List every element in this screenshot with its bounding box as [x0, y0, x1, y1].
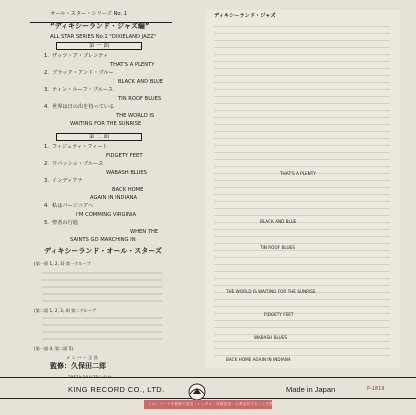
company-name: KING RECORD CO., LTD. [68, 385, 165, 394]
track-title-en: SAINTS GO MARCHING IN [70, 237, 136, 243]
track-title-en: WABASH BLUES [106, 170, 147, 176]
track-title-jp: ブラック・アンド・ブルー [52, 70, 114, 76]
track-title-jp: ティン・ルーフ・ブルース [52, 87, 114, 93]
credit-line: メ ン バ ー 全 員 [66, 355, 98, 360]
notes-track-ref: FIDGETY FEET [264, 312, 294, 317]
credit-line: (第一面 1, 2, 3) 第一グループ [34, 261, 91, 266]
credit-line: (第二面 1, 2, 3, 4) 第二グループ [34, 308, 96, 313]
track-title-en: BACK HOME [112, 187, 144, 193]
track-title-jp: フィジェティ・フィート [52, 144, 108, 150]
track-title-en: WHEN THE [130, 229, 159, 235]
left-panel [30, 12, 172, 368]
track-title-jp: 私はバージニアへ [52, 203, 94, 209]
side-one-header: 第 一 面 [56, 42, 142, 50]
track-title-en: WAITING FOR THE SUNRISE [70, 121, 142, 127]
track-title-en: FIDGETY FEET [106, 153, 143, 159]
track-title-en: THE WORLD IS [116, 113, 155, 119]
king-logo-icon [184, 382, 210, 402]
notes-track-ref: THAT'S A PLENTY [280, 171, 316, 176]
series-title: オール・スター・シリーズ No. 1 [50, 11, 128, 17]
side-two-header: 第 二 面 [56, 133, 142, 141]
track-title-en: AGAIN IN INDIANA [90, 195, 138, 201]
track-number: 3. [44, 178, 49, 184]
track-number: 3. [44, 87, 49, 93]
track-number: 4. [44, 203, 49, 209]
credit-line: (第一面 4, 第二面 5) [34, 346, 74, 351]
notes-track-ref: BACK HOME AGAIN IN INDIANA [226, 357, 291, 362]
notes-track-ref: THE WORLD IS WAITING FOR THE SUNRISE [226, 289, 316, 294]
track-number: 4. [44, 104, 49, 110]
track-title-en: BLACK AND BLUE [118, 79, 164, 85]
notes-track-ref: WABASH BLUES [254, 335, 288, 340]
supervisor: 監修：久保田二郎 [50, 362, 106, 370]
track-title-en: I'M COMMING VIRGINIA [76, 212, 137, 218]
english-title: ALL STAR SERIES No.1 "DIXIELAND JAZZ" [50, 34, 157, 40]
track-title-jp: 聖者の行進 [52, 220, 78, 226]
track-title-en: TIN ROOF BLUES [118, 96, 162, 102]
made-in-label: Made in Japan [286, 385, 336, 394]
track-title-jp: インディアナ [52, 178, 83, 184]
track-number: 2. [44, 161, 49, 167]
notice-text: このレコードを無断で放送・レンタル・有線放送・公衆送信することを禁じます [148, 402, 285, 406]
track-number: 1. [44, 53, 49, 59]
album-title: “ディキシーランド・ジャズ編” [50, 22, 150, 30]
band-title: ディキシーランド・オール・スターズ [44, 247, 162, 255]
track-number: 1. [44, 144, 49, 150]
track-title-jp: ザッツ・ア・プレンティ [52, 53, 109, 59]
track-title-jp: 世界は日の出を待っている [52, 104, 115, 110]
liner-notes [206, 10, 400, 368]
track-number: 5. [44, 220, 49, 226]
catalog-number: P-1819 [367, 386, 385, 392]
track-title-jp: ワバッシュ・ブルース [52, 161, 104, 167]
notes-track-ref: TIN ROOF BLUES [260, 245, 295, 250]
liner-notes-heading: ディキシーランド・ジャズ [214, 13, 276, 19]
notes-track-ref: BLACK AND BLUE [260, 219, 297, 224]
track-title-en: THAT'S A PLENTY [110, 62, 155, 68]
track-number: 2. [44, 70, 49, 76]
notes-body [214, 26, 390, 356]
